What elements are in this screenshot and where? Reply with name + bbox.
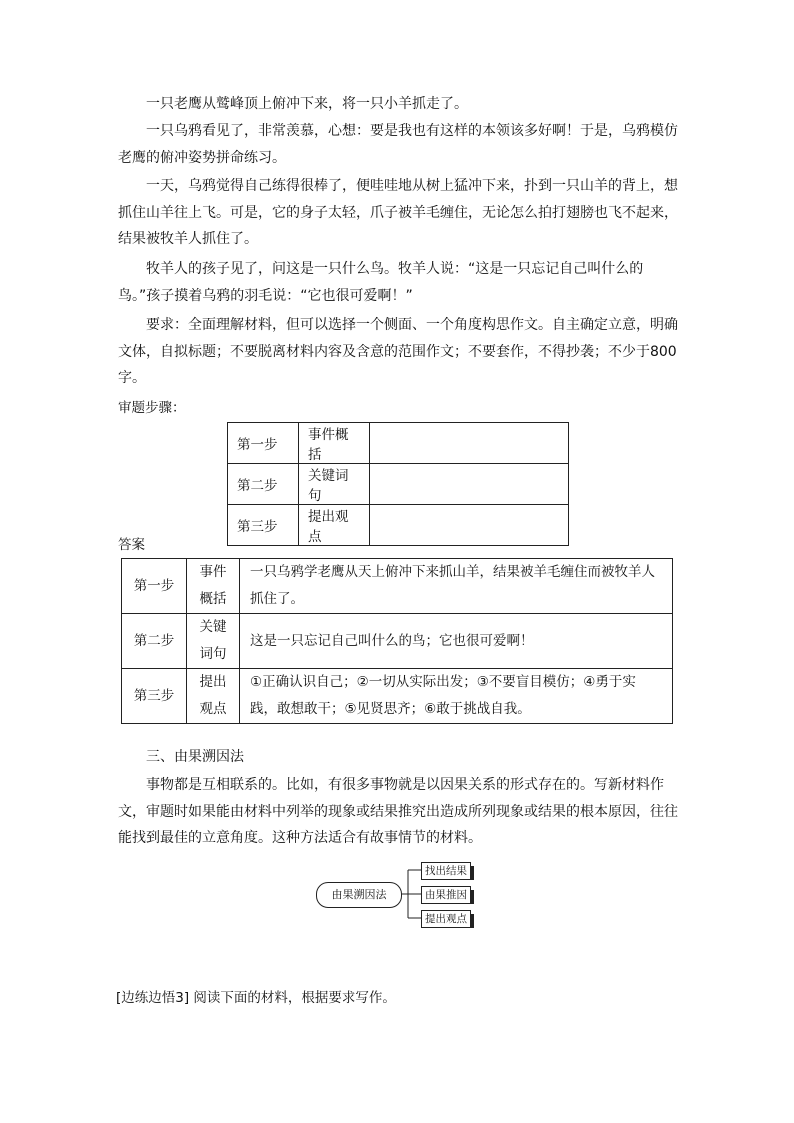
method-diagram (316, 862, 486, 928)
story-paragraph-3: 一天，乌鸦觉得自己练得很棒了，便哇哇地从树上猛冲下来，扑到一只山羊的背上，想抓住山羊往上飞。可是，它的身子太轻，爪子被羊毛缠住，无论怎么拍打翅膀也飞不起来，结果被牧羊人抓住了。 (118, 178, 678, 247)
step-name-cell: 事件概括 (299, 423, 370, 464)
step-cell: 第二步 (122, 614, 187, 669)
step-cell: 第一步 (228, 423, 299, 464)
requirement-paragraph: 要求：全面理解材料，但可以选择一个侧面、一个角度构思作文。自主确定立意，明确文体，自拟标题；不要脱离材料内容及含意的范围作文；不要套作，不得抄袭；不少于800字。 (118, 317, 678, 386)
story-paragraph-4: 牧羊人的孩子见了，问这是一只什么鸟。牧羊人说：“这是一只忘记自己叫什么的鸟。”孩子摸着乌鸦的羽毛说：“它也很可爱啊！” (118, 261, 644, 304)
table-row (228, 423, 569, 464)
answer-table (121, 558, 673, 724)
table-row (228, 505, 569, 546)
diagram-root: 由果溯因法 (316, 882, 402, 908)
step-name-cell: 事件概括 (187, 559, 240, 614)
table-row (122, 559, 673, 614)
story-paragraph-2: 一只乌鸦看见了，非常羡慕，心想：要是我也有这样的本领该多好啊！于是，乌鸦模仿老鹰的俯冲姿势拼命练习。 (118, 123, 678, 166)
steps-label: 审题步骤： (118, 400, 186, 416)
table-row (228, 464, 569, 505)
step-cell: 第三步 (228, 505, 299, 546)
step-cell: 第二步 (228, 464, 299, 505)
step-cell: 第三步 (122, 669, 187, 724)
step-content-cell: 这是一只忘记自己叫什么的鸟；它也很可爱啊！ (240, 614, 673, 669)
table-row (122, 614, 673, 669)
answer-label: 答案 (118, 537, 145, 553)
step-cell: 第一步 (122, 559, 187, 614)
step-content-cell (370, 464, 569, 505)
story-paragraph-1: 一只老鹰从鹫峰顶上俯冲下来，将一只小羊抓走了。 (146, 96, 468, 112)
step-content-cell: 一只乌鸦学老鹰从天上俯冲下来抓山羊，结果被羊毛缠住而被牧羊人抓住了。 (240, 559, 673, 614)
diagram-branch: 找出结果 (421, 862, 471, 880)
step-content-cell: ①正确认识自己；②一切从实际出发；③不要盲目模仿；④勇于实践，敢想敢干；⑤见贤思齐；⑥敢于挑战自我。 (240, 669, 673, 724)
table-row (122, 669, 673, 724)
step-name-cell: 提出观点 (299, 505, 370, 546)
step-content-cell (370, 423, 569, 464)
step-name-cell: 关键词句 (299, 464, 370, 505)
step-name-cell: 提出观点 (187, 669, 240, 724)
practice-heading: [边练边悟3] 阅读下面的材料，根据要求写作。 (116, 990, 396, 1006)
diagram-branch: 提出观点 (421, 910, 471, 928)
section-heading: 三、由果溯因法 (146, 749, 244, 765)
diagram-branch: 由果推因 (421, 886, 471, 904)
section-body: 事物都是互相联系的。比如，有很多事物就是以因果关系的形式存在的。写新材料作文，审题时如果能由材料中列举的现象或结果推究出造成所列现象或结果的根本原因，往往能找到最佳的立意角度。这种方法适合有故事情节的材料。 (118, 777, 678, 846)
step-content-cell (370, 505, 569, 546)
steps-table (227, 422, 569, 546)
step-name-cell: 关键词句 (187, 614, 240, 669)
